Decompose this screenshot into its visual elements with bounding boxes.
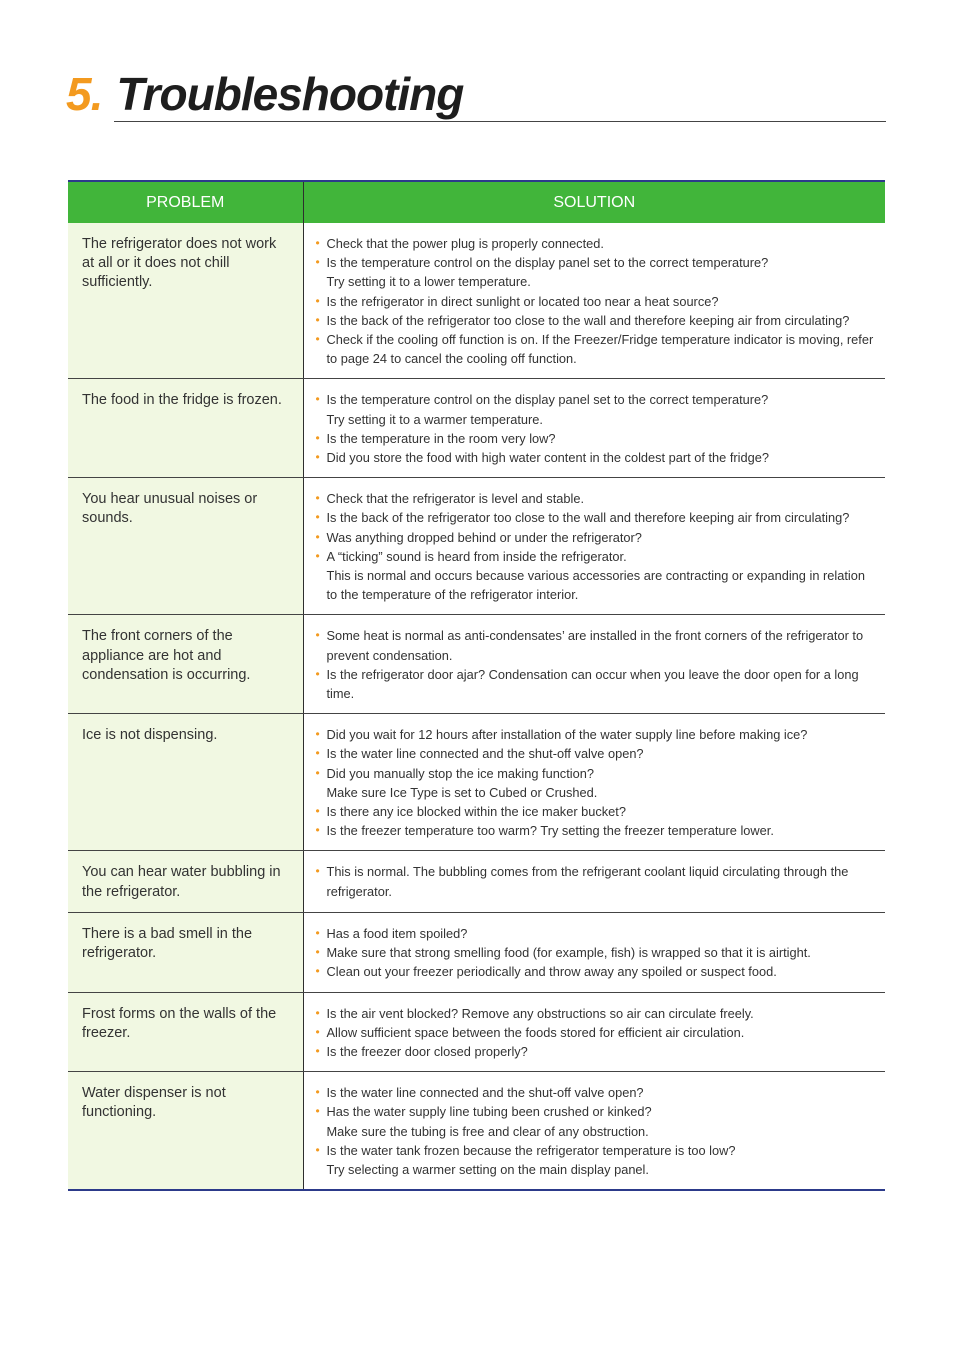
solution-text: Some heat is normal as anti-condensates’ are installed in the front corners of the refrigerator to prevent condensation. (326, 628, 864, 663)
problem-text: Water dispenser is not functioning. (82, 1085, 226, 1121)
bullet-icon: • (315, 1024, 320, 1039)
bullet-icon: • (315, 236, 320, 250)
problem-cell (68, 379, 303, 478)
solution-cell (303, 223, 885, 379)
solution-item (316, 1004, 876, 1023)
column-header-solution: SOLUTION (303, 181, 885, 223)
solution-text: Is the temperature control on the display panel set to the correct temperature? (326, 255, 769, 271)
solution-list (304, 913, 886, 992)
solution-text: Allow sufficient space between the foods stored for efficient air circulation. (326, 1024, 745, 1040)
solution-text: Is the refrigerator door ajar? Condensation can occur when you leave the door open for a long time. (326, 666, 859, 702)
solution-item (316, 626, 876, 664)
solution-item (316, 943, 876, 962)
solution-item (316, 962, 876, 981)
solution-subtext: Try setting it to a warmer temperature. (326, 411, 543, 427)
solution-text: Is the freezer temperature too warm? Try setting the freezer temperature lower. (326, 823, 774, 839)
solution-text: Is the water line connected and the shut-off valve open? (326, 746, 644, 762)
problem-cell (68, 478, 303, 615)
solution-item (316, 924, 876, 943)
solution-item (316, 448, 876, 467)
solution-text: Make sure that strong smelling food (for example, fish) is wrapped so that it is airtight. (326, 945, 811, 961)
bullet-icon: • (315, 332, 320, 347)
problem-text: Ice is not dispensing. (82, 727, 218, 744)
solution-text: Did you manually stop the ice making function? (326, 765, 594, 781)
section-number: 5. (66, 68, 103, 120)
problem-cell (68, 1072, 303, 1191)
bullet-icon: • (315, 746, 320, 761)
solution-item (316, 429, 876, 448)
bullet-icon: • (315, 823, 320, 838)
solution-item (316, 1083, 876, 1102)
bullet-icon: • (315, 765, 320, 780)
problem-cell (68, 912, 303, 992)
bullet-icon: • (315, 804, 320, 819)
solution-item (316, 330, 876, 368)
bullet-icon: • (315, 529, 320, 544)
solution-item (316, 547, 876, 605)
solution-text: Did you store the food with high water content in the coldest part of the fridge? (326, 450, 769, 466)
bullet-icon: • (315, 312, 320, 327)
solution-cell (303, 1072, 885, 1191)
problem-cell (68, 714, 303, 851)
solution-subtext: Make sure Ice Type is set to Cubed or Crushed. (326, 784, 598, 800)
solution-subtext: This is normal and occurs because various accessories are contracting or expanding in relation to the temperature of the refrigerator interior. (326, 568, 865, 603)
solution-text: Is the temperature in the room very low? (326, 430, 556, 446)
column-header-problem: PROBLEM (68, 181, 303, 223)
solution-text: Is the water line connected and the shut-off valve open? (326, 1085, 644, 1101)
solution-cell (303, 478, 885, 615)
table-row (68, 1072, 885, 1191)
bullet-icon: • (315, 925, 320, 940)
solution-text: Is the refrigerator in direct sunlight or located too near a heat source? (326, 293, 719, 309)
bullet-icon: • (315, 628, 320, 643)
bullet-icon: • (315, 727, 320, 742)
solution-text: Is the freezer door closed properly? (326, 1043, 528, 1059)
problem-cell (68, 223, 303, 379)
solution-text: Check that the power plug is properly connected. (326, 236, 604, 251)
problem-text: You hear unusual noises or sounds. (82, 491, 258, 527)
solution-text: Is there any ice blocked within the ice maker bucket? (326, 804, 626, 820)
solution-list (304, 714, 886, 850)
solution-cell (303, 714, 885, 851)
problem-cell (68, 851, 303, 912)
solution-cell (303, 992, 885, 1072)
solution-cell (303, 615, 885, 714)
problem-text: The refrigerator does not work at all or it does not chill sufficiently. (82, 236, 277, 291)
solution-text: A “ticking” sound is heard from inside the refrigerator. (326, 548, 627, 564)
bullet-icon: • (315, 450, 320, 465)
solution-text: This is normal. The bubbling comes from the refrigerant coolant liquid circulating through the refrigerator. (326, 864, 849, 899)
solution-list (304, 615, 886, 713)
problem-text: There is a bad smell in the refrigerator. (82, 925, 253, 962)
solution-item (316, 1141, 876, 1179)
table-row (68, 851, 885, 912)
bullet-icon: • (315, 510, 320, 525)
solution-item (316, 489, 876, 508)
bullet-icon: • (315, 548, 320, 563)
solution-subtext: Try setting it to a lower temperature. (326, 274, 531, 290)
problem-text: You can hear water bubbling in the refrigerator. (82, 864, 281, 900)
solution-item (316, 1042, 876, 1061)
page-header (66, 66, 886, 122)
solution-item (316, 1023, 876, 1042)
solution-list (304, 478, 886, 614)
solution-text: Is the water tank frozen because the refrigerator temperature is too low? (326, 1142, 736, 1158)
solution-item (316, 821, 876, 840)
table-row (68, 992, 885, 1072)
bullet-icon: • (315, 666, 320, 681)
solution-cell (303, 851, 885, 912)
solution-list (304, 1072, 886, 1189)
solution-text: Clean out your freezer periodically and throw away any spoiled or suspect food. (326, 964, 777, 980)
solution-item (316, 1102, 876, 1140)
bullet-icon: • (315, 293, 320, 308)
table-row (68, 478, 885, 615)
table-row (68, 223, 885, 379)
solution-text: Check if the cooling off function is on. If the Freezer/Fridge temperature indicator is moving, refer to page 24 to cancel the cooling off function. (326, 332, 874, 367)
bullet-icon: • (315, 1142, 320, 1157)
table-header-row (68, 181, 885, 223)
problem-cell (68, 615, 303, 714)
problem-text: The food in the fridge is frozen. (82, 392, 282, 409)
solution-text: Has a food item spoiled? (326, 925, 468, 941)
solution-item (316, 508, 876, 527)
bullet-icon: • (315, 1104, 320, 1119)
solution-item (316, 764, 876, 802)
troubleshooting-table (68, 180, 885, 1191)
problem-text: The front corners of the appliance are hot and condensation is occurring. (82, 628, 251, 683)
table-row (68, 615, 885, 714)
solution-item (316, 725, 876, 744)
solution-text: Is the temperature control on the display panel set to the correct temperature? (326, 392, 769, 408)
solution-item (316, 665, 876, 703)
solution-item (316, 234, 876, 253)
section-title: Troubleshooting (116, 68, 464, 120)
bullet-icon: • (315, 392, 320, 407)
solution-item (316, 744, 876, 763)
solution-item (316, 862, 876, 900)
bullet-icon: • (315, 1043, 320, 1058)
page-title (66, 66, 886, 122)
solution-item (316, 390, 876, 428)
table-row (68, 714, 885, 851)
bullet-icon: • (315, 1005, 320, 1020)
bullet-icon: • (315, 864, 320, 879)
bullet-icon: • (315, 945, 320, 960)
solution-list (304, 379, 886, 477)
table-row (68, 379, 885, 478)
solution-item (316, 802, 876, 821)
problem-cell (68, 992, 303, 1072)
solution-item (316, 292, 876, 311)
title-underline (114, 121, 886, 122)
bullet-icon: • (315, 430, 320, 445)
solution-text: Was anything dropped behind or under the refrigerator? (326, 529, 642, 545)
solution-text: Is the back of the refrigerator too close to the wall and therefore keeping air from circulating? (326, 312, 850, 328)
solution-text: Check that the refrigerator is level and stable. (326, 491, 584, 507)
solution-subtext: Try selecting a warmer setting on the main display panel. (326, 1161, 649, 1177)
bullet-icon: • (315, 1085, 320, 1100)
solution-list (304, 851, 886, 910)
solution-cell (303, 379, 885, 478)
bullet-icon: • (315, 255, 320, 270)
solution-list (304, 993, 886, 1072)
solution-text: Is the back of the refrigerator too close to the wall and therefore keeping air from circulating? (326, 510, 850, 526)
solution-item (316, 528, 876, 547)
solution-text: Has the water supply line tubing been crushed or kinked? (326, 1104, 652, 1120)
bullet-icon: • (315, 964, 320, 979)
solution-subtext: Make sure the tubing is free and clear of any obstruction. (326, 1123, 649, 1139)
solution-item (316, 253, 876, 291)
problem-text: Frost forms on the walls of the freezer. (82, 1005, 277, 1041)
solution-list (304, 223, 886, 378)
bullet-icon: • (315, 491, 320, 506)
solution-text: Did you wait for 12 hours after installation of the water supply line before making ice? (326, 727, 808, 743)
table-row (68, 912, 885, 992)
solution-text: Is the air vent blocked? Remove any obstructions so air can circulate freely. (326, 1005, 754, 1021)
solution-cell (303, 912, 885, 992)
solution-item (316, 311, 876, 330)
